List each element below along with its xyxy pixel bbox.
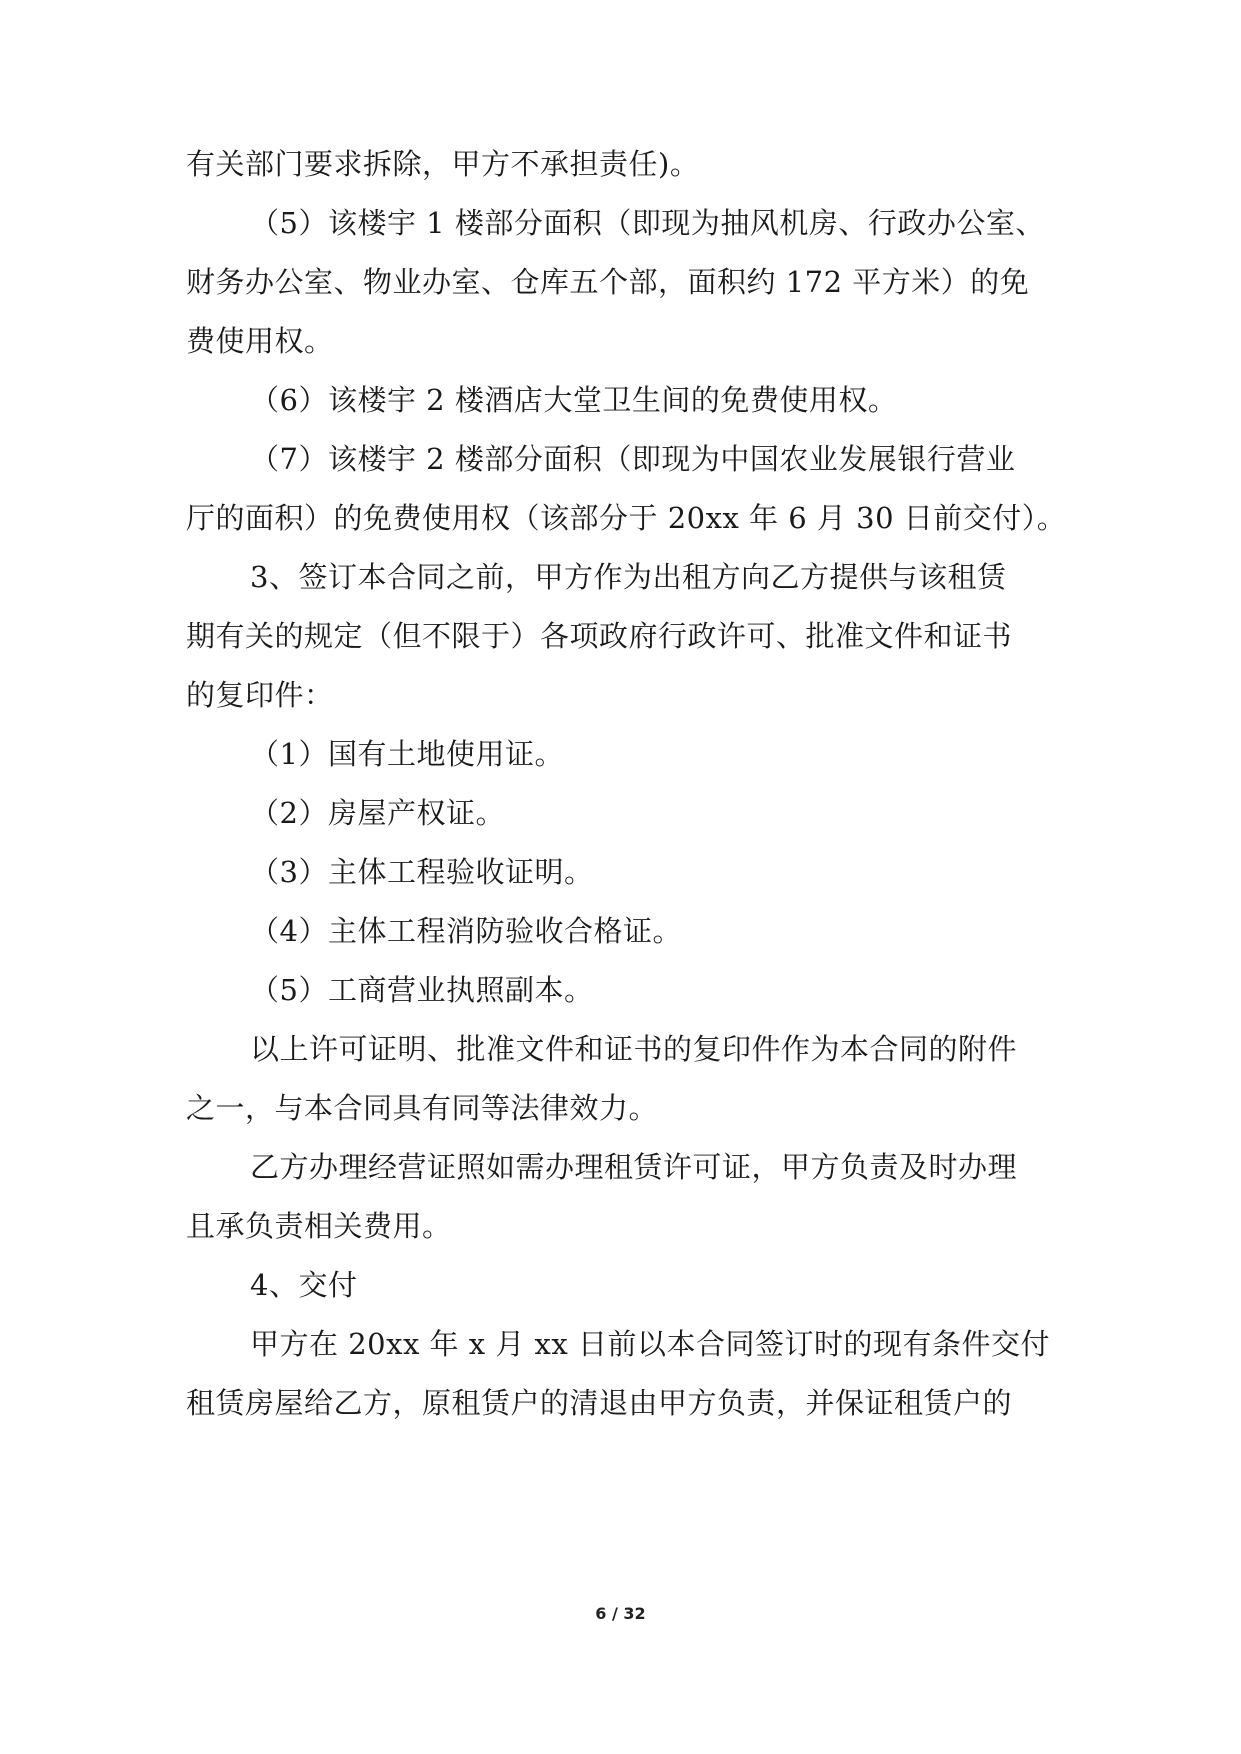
text-line: （5）工商营业执照副本。 [250, 973, 594, 1007]
text-line: （4）主体工程消防验收合格证。 [250, 914, 682, 948]
text-line: 3、签订本合同之前，甲方作为出租方向乙方提供与该租赁 [250, 560, 1007, 594]
text-line: （3）主体工程验收证明。 [250, 855, 594, 889]
text-line: 乙方办理经营证照如需办理租赁许可证，甲方负责及时办理 [250, 1150, 1018, 1184]
text-line: 甲方在 20xx 年 x 月 xx 日前以本合同签订时的现有条件交付 [250, 1327, 1050, 1361]
text-line: 4、交付 [250, 1268, 358, 1302]
text-line: （6）该楼宇 2 楼酒店大堂卫生间的免费使用权。 [250, 383, 898, 417]
text-line: 厅的面积）的免费使用权（该部分于 20xx 年 6 月 30 日前交付）。 [186, 501, 1067, 535]
text-line: 有关部门要求拆除，甲方不承担责任)。 [186, 147, 700, 181]
text-line: （1）国有土地使用证。 [250, 737, 564, 771]
text-line: （2）房屋产权证。 [250, 796, 505, 830]
text-line: 费使用权。 [186, 324, 334, 358]
text-line: 且承负责相关费用。 [186, 1209, 452, 1243]
text-line: （5）该楼宇 1 楼部分面积（即现为抽风机房、行政办公室、 [250, 206, 1045, 240]
text-line: 期有关的规定（但不限于）各项政府行政许可、批准文件和证书 [186, 619, 1013, 653]
page-number: 6 / 32 [595, 1604, 646, 1623]
text-line: 之一，与本合同具有同等法律效力。 [186, 1091, 659, 1125]
text-line: （7）该楼宇 2 楼部分面积（即现为中国农业发展银行营业 [250, 442, 1016, 476]
text-line: 租赁房屋给乙方，原租赁户的清退由甲方负责，并保证租赁户的 [186, 1386, 1013, 1420]
text-line: 财务办公室、物业办室、仓库五个部，面积约 172 平方米）的免 [186, 265, 1030, 299]
text-line: 的复印件： [186, 678, 334, 712]
text-line: 以上许可证明、批准文件和证书的复印件作为本合同的附件 [250, 1032, 1018, 1066]
